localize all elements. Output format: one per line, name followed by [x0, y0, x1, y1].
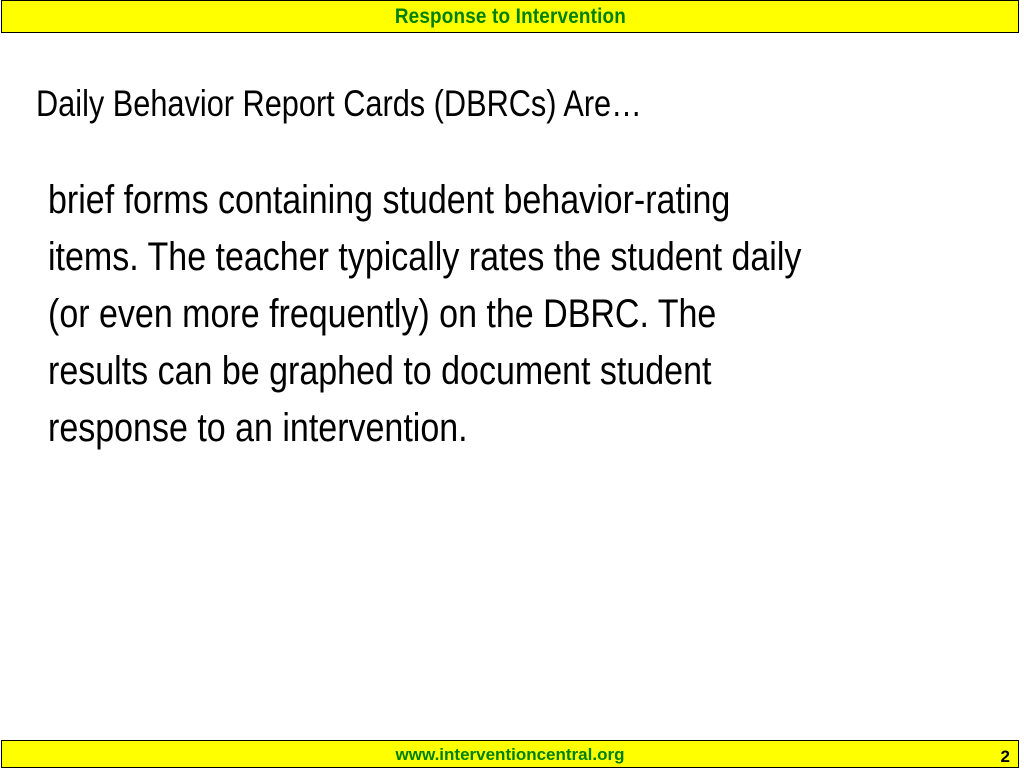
footer-banner — [1, 740, 1019, 768]
slide-number: 2 — [1000, 747, 1010, 766]
body-line: results can be graphed to document student — [48, 349, 712, 393]
header-banner — [1, 0, 1019, 33]
slide-body — [48, 172, 898, 457]
body-line: response to an intervention. — [48, 406, 468, 450]
slide-heading: Daily Behavior Report Cards (DBRCs) Are… — [36, 83, 642, 124]
body-line: brief forms containing student behavior-rating — [48, 178, 731, 222]
body-line: items. The teacher typically rates the student daily — [48, 235, 802, 279]
header-title: Response to Intervention — [394, 5, 626, 28]
body-line: (or even more frequently) on the DBRC. The — [48, 292, 717, 336]
footer-url: www.interventioncentral.org — [395, 745, 625, 764]
